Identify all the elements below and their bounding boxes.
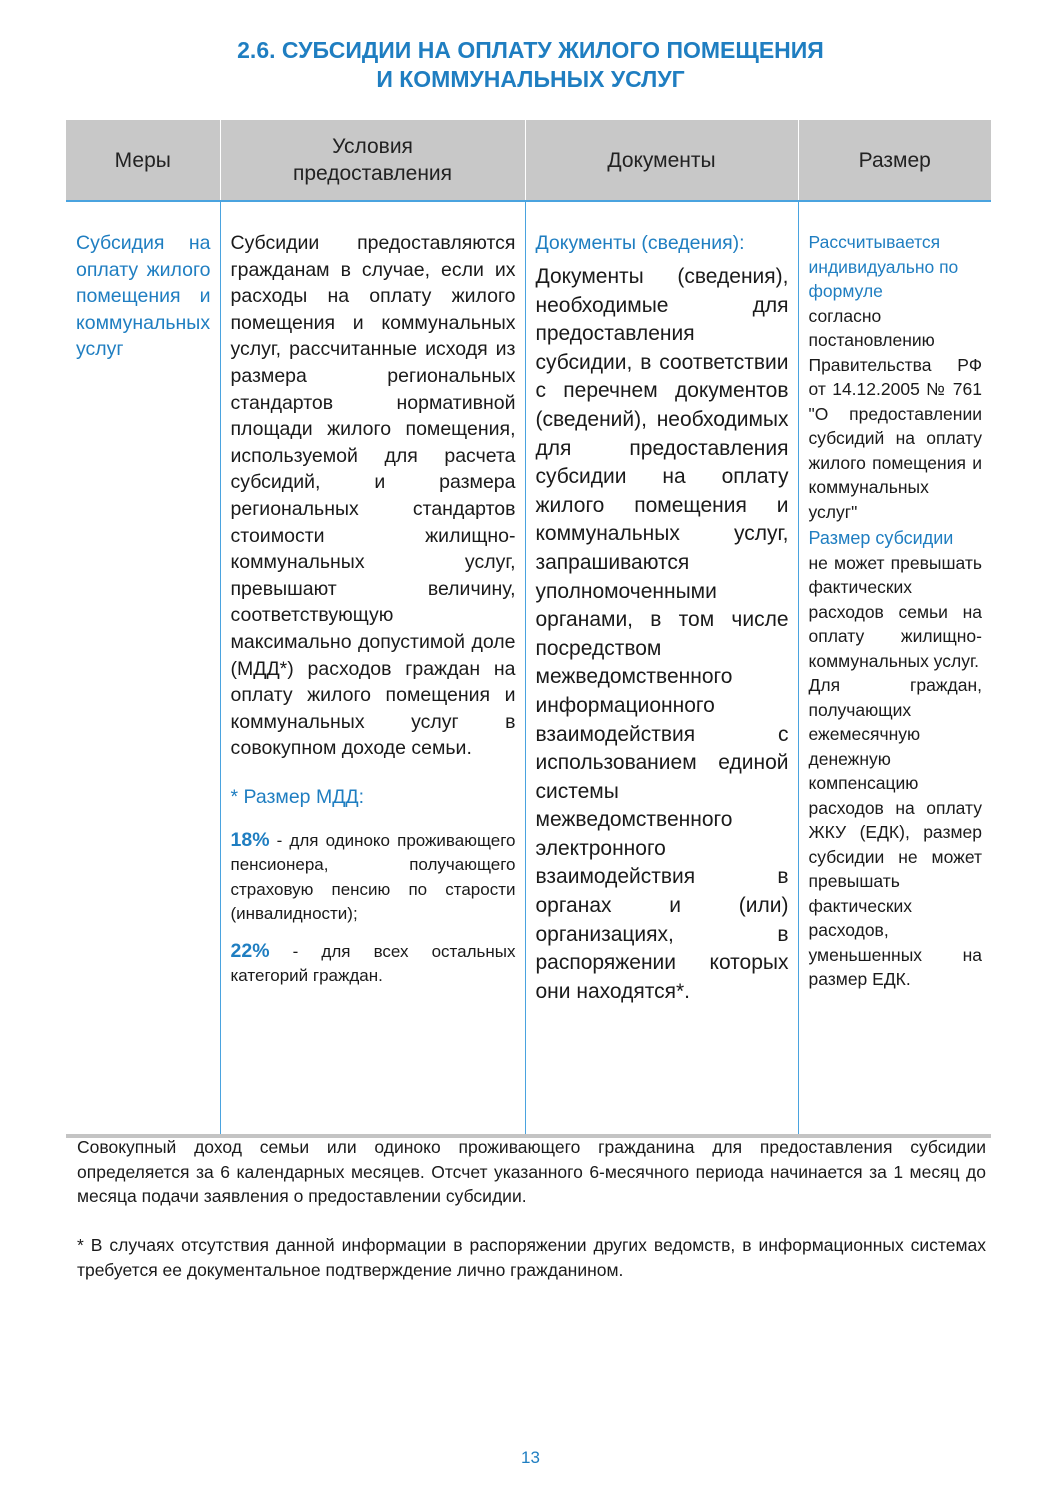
mdd-item-22 bbox=[231, 939, 516, 989]
page-title-line-1: 2.6. СУБСИДИИ НА ОПЛАТУ ЖИЛОГО ПОМЕЩЕНИЯ bbox=[237, 37, 824, 63]
page-title-line-2: И КОММУНАЛЬНЫХ УСЛУГ bbox=[376, 66, 685, 92]
size-calc-heading: Рассчитывается индивидуально по формуле bbox=[808, 232, 959, 301]
size-calc-text: согласно постановлению Правительства РФ от 14.12.2005 № 761 "О предоставлении субсидий на оплату жилого помещения и коммунальных услуг" bbox=[808, 305, 982, 522]
header-conditions-line-1: Условия bbox=[332, 135, 413, 158]
header-documents: Документы bbox=[525, 120, 798, 201]
measure-cell bbox=[66, 201, 220, 1136]
table-header-row bbox=[66, 120, 991, 201]
page-title bbox=[0, 36, 1061, 94]
size-subsidy-heading: Размер субсидии bbox=[808, 528, 954, 548]
size-subsidy-text-2: Для граждан, получающих ежемесячную денежную компенсацию расходов на оплату ЖКУ (ЕДК), размер субсидии не может превышать фактических расходов, уменьшенных на размер ЕДК. bbox=[808, 675, 982, 989]
footnote: * В случаях отсутствия данной информации в распоряжении других ведомств, в информационных системах требуется ее документальное подтверждение лично гражданином. bbox=[77, 1235, 986, 1280]
documents-heading: Документы (сведения): bbox=[535, 232, 745, 254]
mdd-percent: 22% bbox=[230, 939, 270, 962]
subsidy-table bbox=[66, 120, 991, 1138]
conditions-text: Субсидии предоставляются гражданам в случае, если их расходы на оплату жилого помещения и коммунальных услуг, рассчитанные исходя из размера региональных стандартов нормативной площади жилого помещения, используемой для расчета субсидий, и размера региональных стандартов стоимости жилищно-коммунальных услуг, превышают величину, соответствующую максимально допустимой доле (МДД*) расходов граждан на оплату жилого помещения и коммунальных услуг в совокупном доходе семьи. bbox=[230, 232, 516, 760]
header-measures: Меры bbox=[66, 120, 220, 201]
mdd-text: - для всех остальных категорий граждан. bbox=[230, 941, 516, 986]
header-conditions-line-2: предоставления bbox=[292, 162, 453, 185]
header-conditions bbox=[220, 120, 525, 201]
documents-text: Документы (сведения), необходимые для предоставления субсидии, в соответствии с перечнем документов (сведений), необходимых для предоставления субсидии на оплату жилого помещения и коммунальных услуг, запрашиваются уполномоченными органами, в том числе посредством межведомственного информационного взаимодействия с использованием единой системы межведомственного электронного взаимодействия в органах и (или) организациях, в распоряжении которых они находятся*. bbox=[535, 265, 789, 1003]
size-subsidy-text-1: не может превышать фактических расходов семьи на оплату жилищно-коммунальных услуг. bbox=[808, 552, 982, 671]
measure-name: Субсидия на оплату жилого помещения и коммунальных услуг bbox=[76, 232, 211, 360]
mdd-heading: * Размер МДД: bbox=[230, 785, 365, 808]
mdd-percent: 18% bbox=[230, 828, 270, 851]
mdd-item-18 bbox=[231, 828, 516, 927]
conditions-cell bbox=[220, 201, 525, 1136]
income-note: Совокупный доход семьи или одиноко проживающего гражданина для предоставления субсидии определяется за 6 календарных месяцев. Отсчет указанного 6-месячного периода начинается за 1 месяц до месяца подачи заявления о предоставлении субсидии. bbox=[77, 1137, 986, 1206]
documents-cell bbox=[525, 201, 798, 1136]
page-number: 13 bbox=[521, 1448, 540, 1467]
mdd-text: - для одиноко проживающего пенсионера, получающего страховую пенсию по старости (инвалидности); bbox=[230, 830, 516, 924]
header-size: Размер bbox=[798, 120, 991, 201]
table-row bbox=[66, 201, 991, 1136]
size-cell bbox=[798, 201, 991, 1136]
